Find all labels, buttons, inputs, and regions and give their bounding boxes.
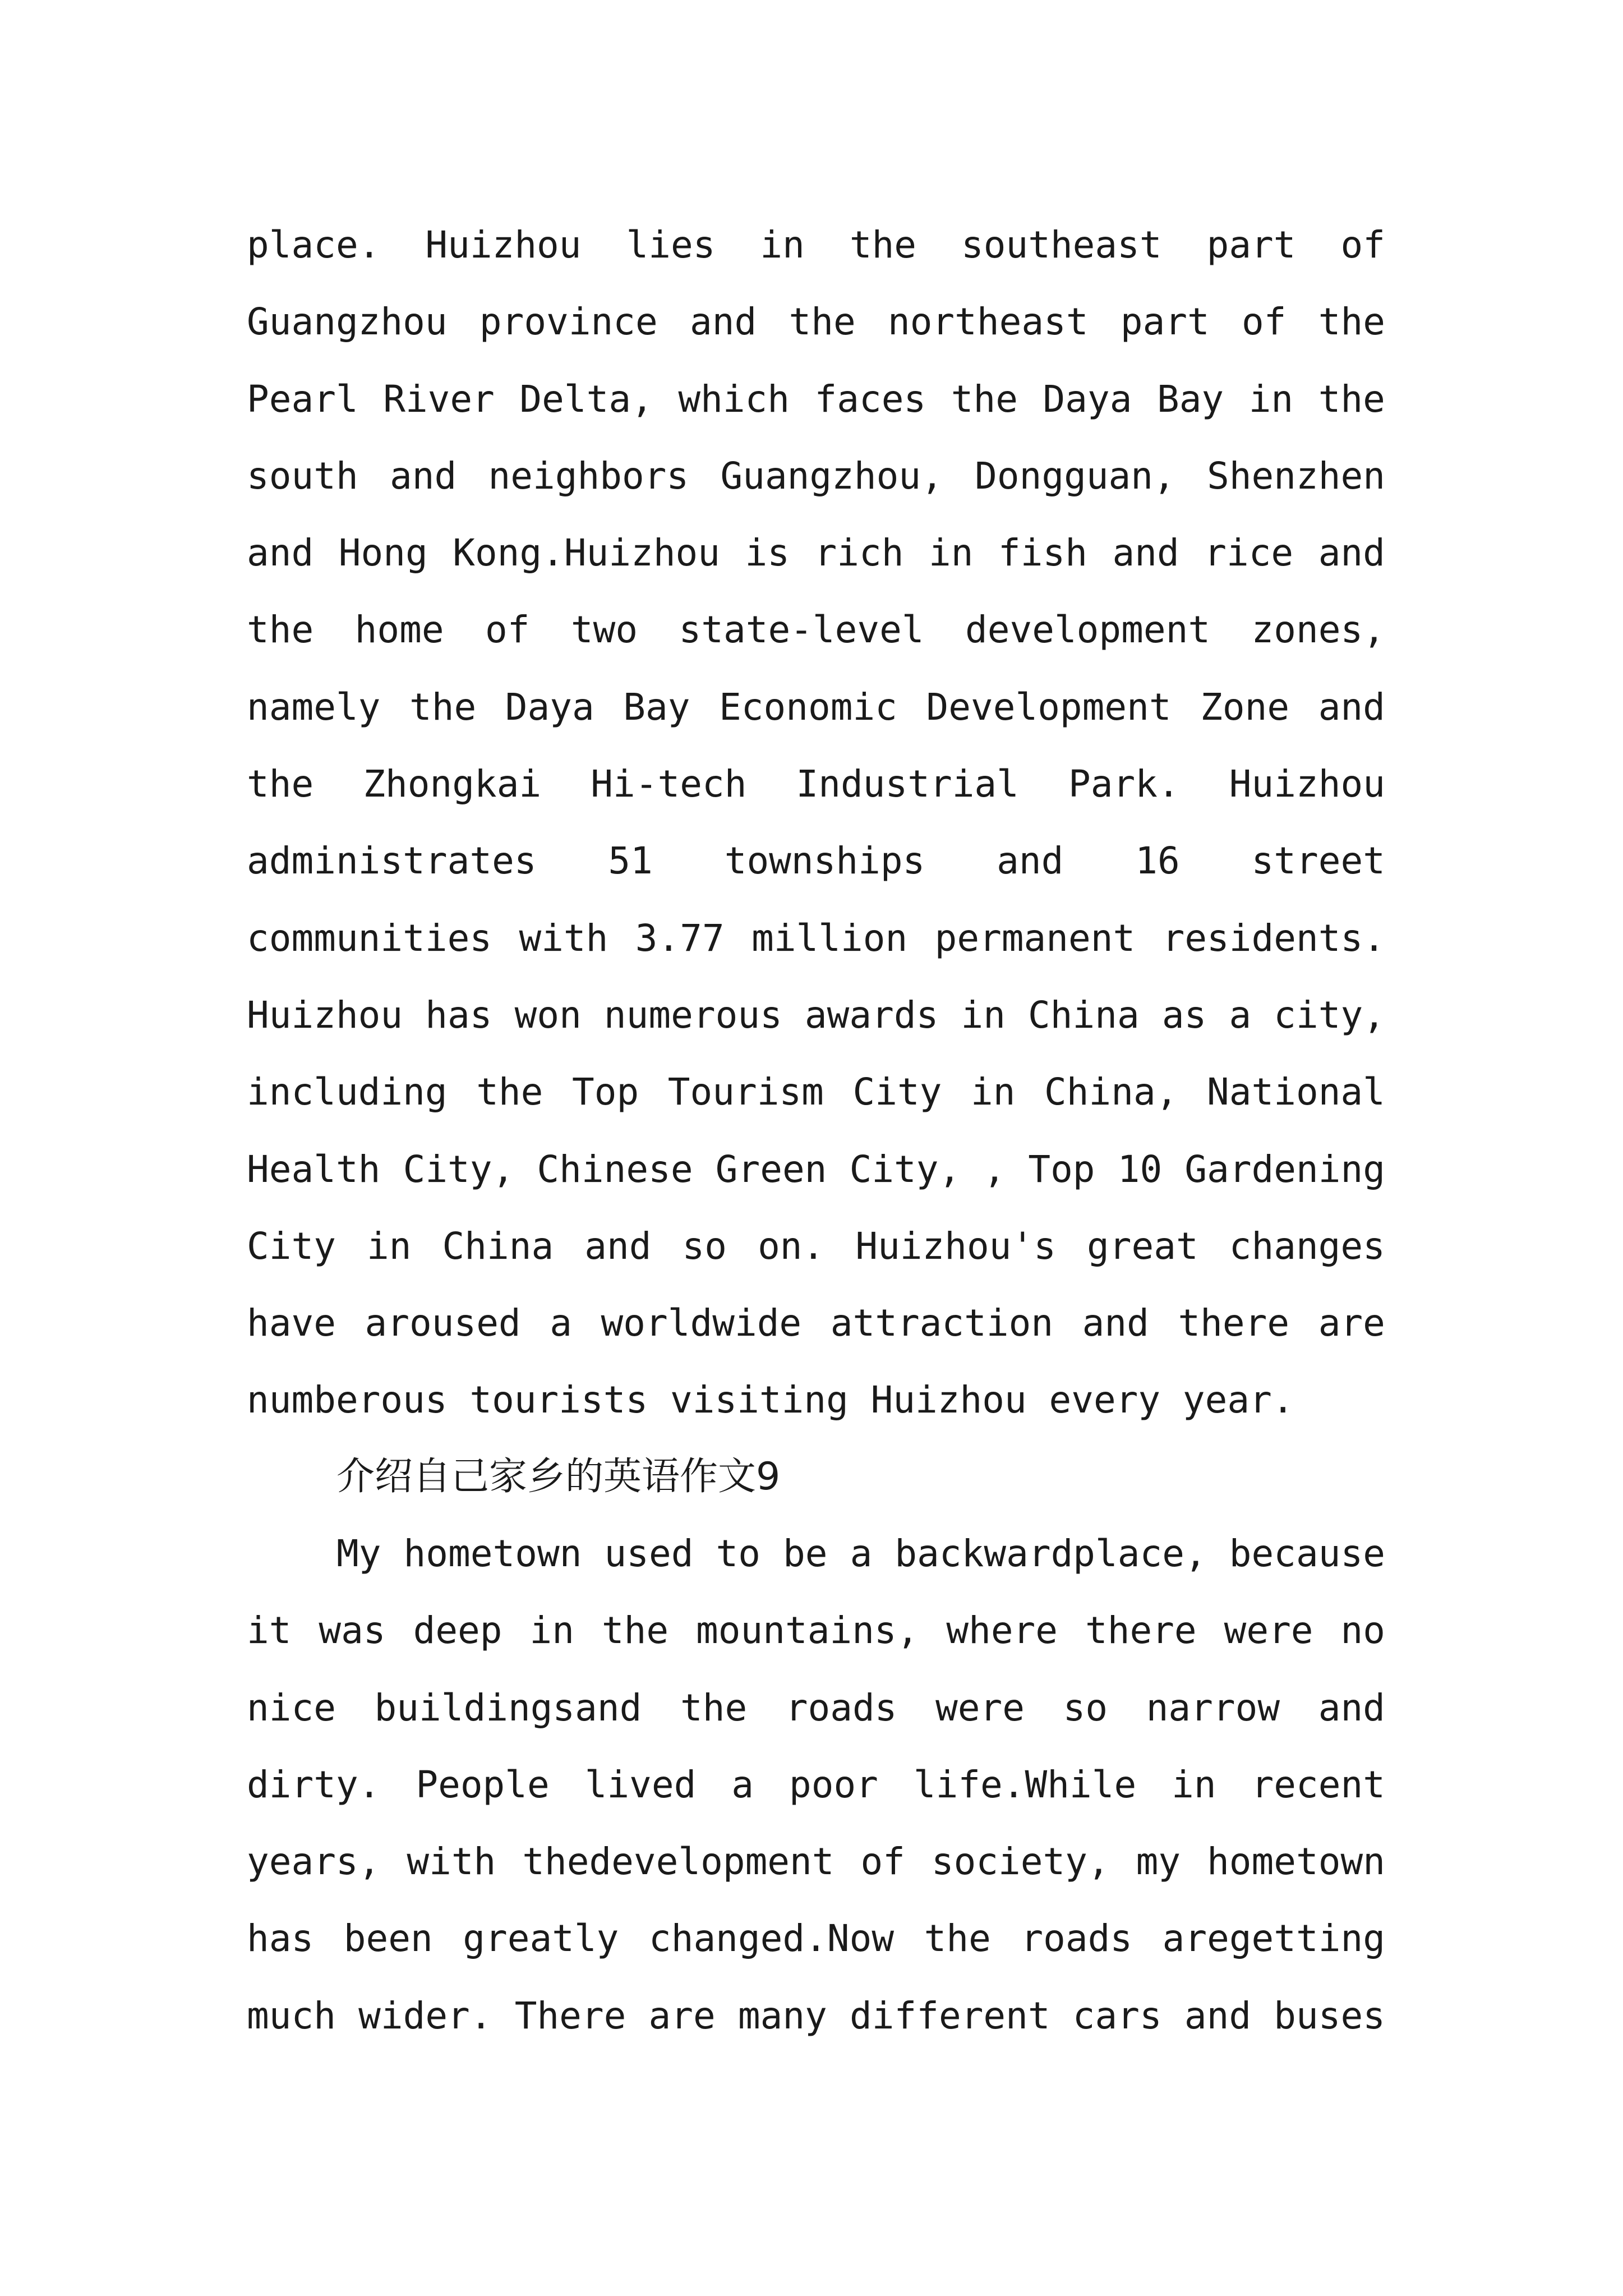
word: and <box>1318 1686 1385 1729</box>
word: roads <box>1021 1917 1133 1961</box>
word: Huizhou <box>247 993 403 1037</box>
word: My <box>336 1532 381 1575</box>
word: life.While <box>913 1763 1137 1806</box>
word: , <box>983 1147 1006 1191</box>
word: lies <box>626 223 716 266</box>
word: were <box>1224 1609 1313 1653</box>
word: Zone <box>1200 685 1290 729</box>
text-line <box>247 206 1385 283</box>
word: so <box>1063 1686 1108 1729</box>
word: lived <box>584 1763 697 1806</box>
word: city, <box>1274 993 1385 1037</box>
word: are <box>648 1994 716 2037</box>
text-line <box>247 746 1385 822</box>
word: Huizhou <box>425 223 582 266</box>
word: is <box>745 531 790 575</box>
word: years, <box>247 1840 381 1884</box>
paragraph-hometown <box>247 1515 1385 2054</box>
word: great <box>1087 1224 1198 1268</box>
word: there <box>1085 1609 1197 1653</box>
word: neighbors <box>488 454 689 498</box>
text-line <box>247 361 1385 438</box>
word: have <box>247 1301 336 1345</box>
word: in <box>1172 1763 1216 1806</box>
word: rice <box>1204 531 1294 575</box>
word: in <box>961 993 1006 1037</box>
word: Industrial <box>796 762 1019 806</box>
word: and <box>247 531 314 575</box>
word: wider. <box>358 1994 492 2037</box>
word: townships <box>724 839 925 883</box>
word: province <box>479 300 658 344</box>
word: of <box>1340 223 1385 266</box>
word: be <box>783 1532 828 1575</box>
word: of <box>485 608 530 652</box>
word: and <box>1184 1994 1252 2037</box>
word: and <box>1318 531 1385 575</box>
word: Huizhou's <box>855 1224 1056 1268</box>
text-line <box>247 438 1385 514</box>
word: and <box>690 300 757 344</box>
word: Huizhou <box>1229 762 1385 806</box>
word: Guangzhou, <box>720 454 943 498</box>
word: the <box>247 762 314 806</box>
word: so <box>682 1224 727 1268</box>
word: administrates <box>247 839 537 883</box>
section-heading: 介绍自己家乡的英语作文9 <box>336 1455 781 1499</box>
word: Daya <box>1043 377 1132 421</box>
word: National <box>1207 1070 1385 1114</box>
word: namely <box>247 685 381 729</box>
word: permanent <box>934 916 1136 960</box>
word: Top <box>1028 1147 1095 1191</box>
word: won <box>514 993 582 1037</box>
word: City, <box>403 1147 515 1191</box>
word: and <box>997 839 1064 883</box>
word: to <box>716 1532 760 1575</box>
word: residents. <box>1162 916 1385 960</box>
word: million <box>751 916 908 960</box>
word: which <box>678 377 790 421</box>
word: awards <box>804 993 939 1037</box>
word: City, <box>849 1147 961 1191</box>
word: state-level <box>679 608 924 652</box>
word: and <box>584 1224 652 1268</box>
text-line <box>247 1053 1385 1130</box>
text-line <box>247 1977 1385 2054</box>
word: a <box>731 1763 754 1806</box>
word: dirty. <box>247 1763 381 1806</box>
word: 3.77 <box>635 916 725 960</box>
word: mountains, <box>696 1609 919 1653</box>
word: the <box>476 1070 543 1114</box>
word: hometown <box>1207 1840 1385 1884</box>
word: development <box>965 608 1211 652</box>
word: Pearl <box>247 377 358 421</box>
word: different <box>850 1994 1050 2037</box>
word: the <box>849 223 917 266</box>
text-line <box>247 1823 1385 1900</box>
word: There <box>514 1994 626 2037</box>
word: Kong.Huizhou <box>453 531 721 575</box>
word: rich <box>814 531 904 575</box>
text-line <box>247 1746 1385 1823</box>
word: the <box>951 377 1018 421</box>
text-line <box>247 1900 1385 1977</box>
word: worldwide <box>601 1301 802 1345</box>
word: the <box>247 608 314 652</box>
word: Daya <box>505 685 594 729</box>
word: because <box>1229 1532 1385 1575</box>
word: it <box>247 1609 292 1653</box>
word: backwardplace, <box>895 1532 1207 1575</box>
word: used <box>604 1532 694 1575</box>
word: River <box>383 377 495 421</box>
word: and <box>390 454 457 498</box>
text-line <box>247 591 1385 668</box>
word: part <box>1120 300 1210 344</box>
word: northeast <box>887 300 1089 344</box>
word: Gardening <box>1184 1147 1385 1191</box>
word: and <box>1318 685 1385 729</box>
word: thedevelopment <box>522 1840 834 1884</box>
word: numerous <box>603 993 782 1037</box>
word: south <box>247 454 358 498</box>
word: in <box>529 1609 574 1653</box>
word: been <box>343 1917 433 1961</box>
word: has <box>425 993 492 1037</box>
word: as <box>1161 993 1207 1037</box>
word: the <box>601 1609 669 1653</box>
word: a <box>1229 993 1252 1037</box>
word: Hi-tech <box>591 762 747 806</box>
word: 51 <box>608 839 653 883</box>
word: Park. <box>1068 762 1180 806</box>
word: two <box>570 608 638 652</box>
word: no <box>1340 1609 1385 1653</box>
text-line <box>247 1592 1385 1669</box>
word: Chinese <box>537 1147 693 1191</box>
word: roads <box>785 1686 897 1729</box>
word: Top <box>571 1070 639 1114</box>
word: much <box>247 1994 336 2037</box>
word: Health <box>247 1147 381 1191</box>
word: there <box>1178 1301 1290 1345</box>
word: southeast <box>961 223 1162 266</box>
word: place. <box>247 223 381 266</box>
word: were <box>935 1686 1025 1729</box>
word: Hong <box>338 531 428 575</box>
word: changes <box>1229 1224 1385 1268</box>
word: buildingsand <box>374 1686 642 1729</box>
text-line <box>247 1285 1385 1361</box>
word: the <box>789 300 856 344</box>
word: Delta, <box>519 377 653 421</box>
word: Green <box>715 1147 827 1191</box>
text-line: numberous tourists visiting Huizhou every year. <box>247 1378 1294 1422</box>
word: Economic <box>719 685 897 729</box>
word: cars <box>1072 1994 1162 2037</box>
word: the <box>1318 377 1385 421</box>
word: nice <box>247 1686 336 1729</box>
text-line <box>247 669 1385 746</box>
word: of <box>860 1840 905 1884</box>
word: fish <box>998 531 1087 575</box>
word: Guangzhou <box>247 300 448 344</box>
word: poor <box>789 1763 878 1806</box>
word: buses <box>1274 1994 1385 2037</box>
word: Development <box>926 685 1172 729</box>
word: Shenzhen <box>1207 454 1385 498</box>
text-line <box>247 1208 1385 1285</box>
word: including <box>247 1070 448 1114</box>
word: and <box>1112 531 1179 575</box>
text-line <box>247 1515 1385 1592</box>
word: Bay <box>1156 377 1224 421</box>
word: the <box>1318 300 1385 344</box>
word: China, <box>1044 1070 1178 1114</box>
word: Tourism <box>667 1070 824 1114</box>
word: People <box>416 1763 550 1806</box>
word: was <box>319 1609 386 1653</box>
text-line <box>247 977 1385 1053</box>
word: and <box>1082 1301 1149 1345</box>
word: hometown <box>403 1532 582 1575</box>
word: greatly <box>463 1917 619 1961</box>
word: faces <box>814 377 926 421</box>
word: my <box>1136 1840 1181 1884</box>
word: narrow <box>1146 1686 1280 1729</box>
word: on. <box>758 1224 825 1268</box>
word: China <box>442 1224 554 1268</box>
word: with <box>519 916 608 960</box>
word: City <box>247 1224 336 1268</box>
word: recent <box>1251 1763 1385 1806</box>
paragraph-huizhou <box>247 206 1385 1439</box>
word: Dongguan, <box>975 454 1175 498</box>
word: the <box>680 1686 748 1729</box>
word: aroused <box>365 1301 521 1345</box>
word: China <box>1028 993 1140 1037</box>
word: in <box>970 1070 1016 1114</box>
word: has <box>247 1917 314 1961</box>
word: in <box>367 1224 412 1268</box>
text-line <box>247 900 1385 977</box>
word: in <box>1248 377 1294 421</box>
word: Zhongkai <box>363 762 542 806</box>
word: a <box>550 1301 572 1345</box>
word: communities <box>247 916 492 960</box>
text-line <box>247 514 1385 591</box>
word: street <box>1251 839 1385 883</box>
word: deep <box>413 1609 502 1653</box>
word: in <box>760 223 805 266</box>
word: society, <box>931 1840 1110 1884</box>
word: aregetting <box>1162 1917 1385 1961</box>
text-line <box>247 1669 1385 1746</box>
word: home <box>354 608 444 652</box>
word: changed.Now <box>648 1917 895 1961</box>
word: a <box>850 1532 873 1575</box>
word: City <box>852 1070 942 1114</box>
word: the <box>409 685 477 729</box>
word: in <box>929 531 974 575</box>
word: attraction <box>830 1301 1054 1345</box>
word: are <box>1318 1301 1385 1345</box>
text-line <box>247 283 1385 360</box>
text-line <box>247 822 1385 899</box>
word: with <box>407 1840 496 1884</box>
word: Bay <box>623 685 690 729</box>
word: many <box>737 1994 827 2037</box>
word: 10 <box>1117 1147 1163 1191</box>
word: part <box>1206 223 1296 266</box>
word: where <box>946 1609 1058 1653</box>
word: of <box>1242 300 1287 344</box>
word: 16 <box>1135 839 1180 883</box>
text-line <box>247 1131 1385 1208</box>
word: zones, <box>1251 608 1385 652</box>
word: the <box>924 1917 991 1961</box>
